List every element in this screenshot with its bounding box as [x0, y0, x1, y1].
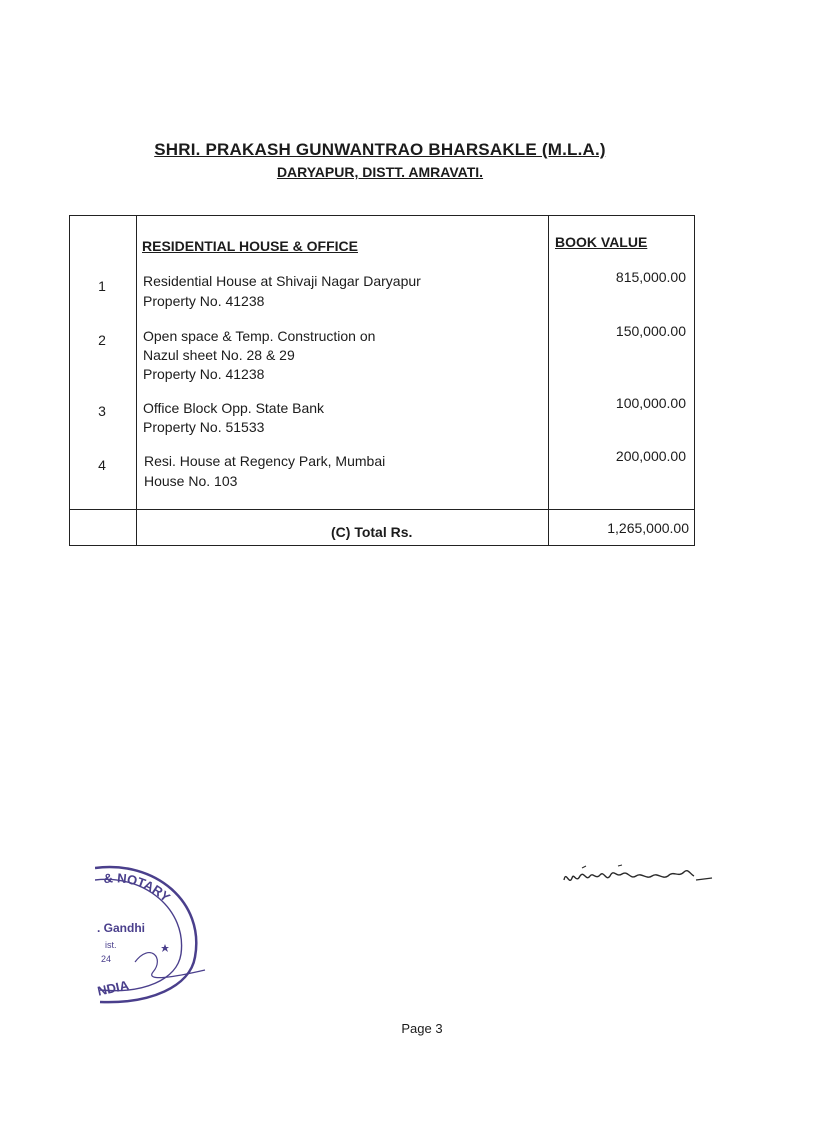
row-4-value: 200,000.00 — [615, 448, 686, 464]
row-1-value: 815,000.00 — [615, 269, 686, 285]
row-1-sn: 1 — [98, 278, 106, 294]
total-value: 1,265,000.00 — [607, 520, 689, 536]
svg-text:ist.: ist. — [105, 940, 117, 950]
column-divider-value — [548, 216, 549, 545]
svg-text:& NOTARY: & NOTARY — [102, 870, 174, 905]
svg-text:NDIA: NDIA — [95, 977, 131, 999]
row-2-line3: Property No. 41238 — [143, 366, 265, 382]
row-3-sn: 3 — [98, 403, 106, 419]
assets-table — [69, 215, 695, 546]
row-3-value: 100,000.00 — [615, 395, 686, 411]
page-number: Page 3 — [401, 1021, 443, 1036]
total-row-divider — [70, 509, 694, 510]
svg-text:. Gandhi: . Gandhi — [97, 921, 145, 935]
row-2-line1: Open space & Temp. Construction on — [143, 328, 376, 344]
row-1-line2: Property No. 41238 — [143, 293, 265, 309]
svg-text:24: 24 — [101, 954, 112, 964]
column-header-value: BOOK VALUE — [555, 234, 648, 250]
row-2-sn: 2 — [98, 332, 106, 348]
column-header-description: RESIDENTIAL HOUSE & OFFICE — [142, 238, 358, 254]
total-label: (C) Total Rs. — [331, 524, 413, 540]
row-4-line2: House No. 103 — [144, 473, 238, 489]
document-title: SHRI. PRAKASH GUNWANTRAO BHARSAKLE (M.L.A.) — [154, 140, 606, 159]
row-3-line2: Property No. 51533 — [143, 419, 265, 435]
row-2-value: 150,000.00 — [615, 323, 686, 339]
signature-icon — [560, 856, 720, 896]
notary-stamp-icon — [95, 862, 215, 1012]
document-subtitle: DARYAPUR, DISTT. AMRAVATI. — [276, 164, 484, 180]
row-1-line1: Residential House at Shivaji Nagar Daryapur — [143, 273, 421, 289]
column-divider-sn — [136, 216, 137, 545]
row-3-line1: Office Block Opp. State Bank — [143, 400, 325, 416]
row-4-sn: 4 — [98, 457, 106, 473]
row-4-line1: Resi. House at Regency Park, Mumbai — [144, 453, 386, 469]
row-2-line2: Nazul sheet No. 28 & 29 — [143, 347, 295, 363]
